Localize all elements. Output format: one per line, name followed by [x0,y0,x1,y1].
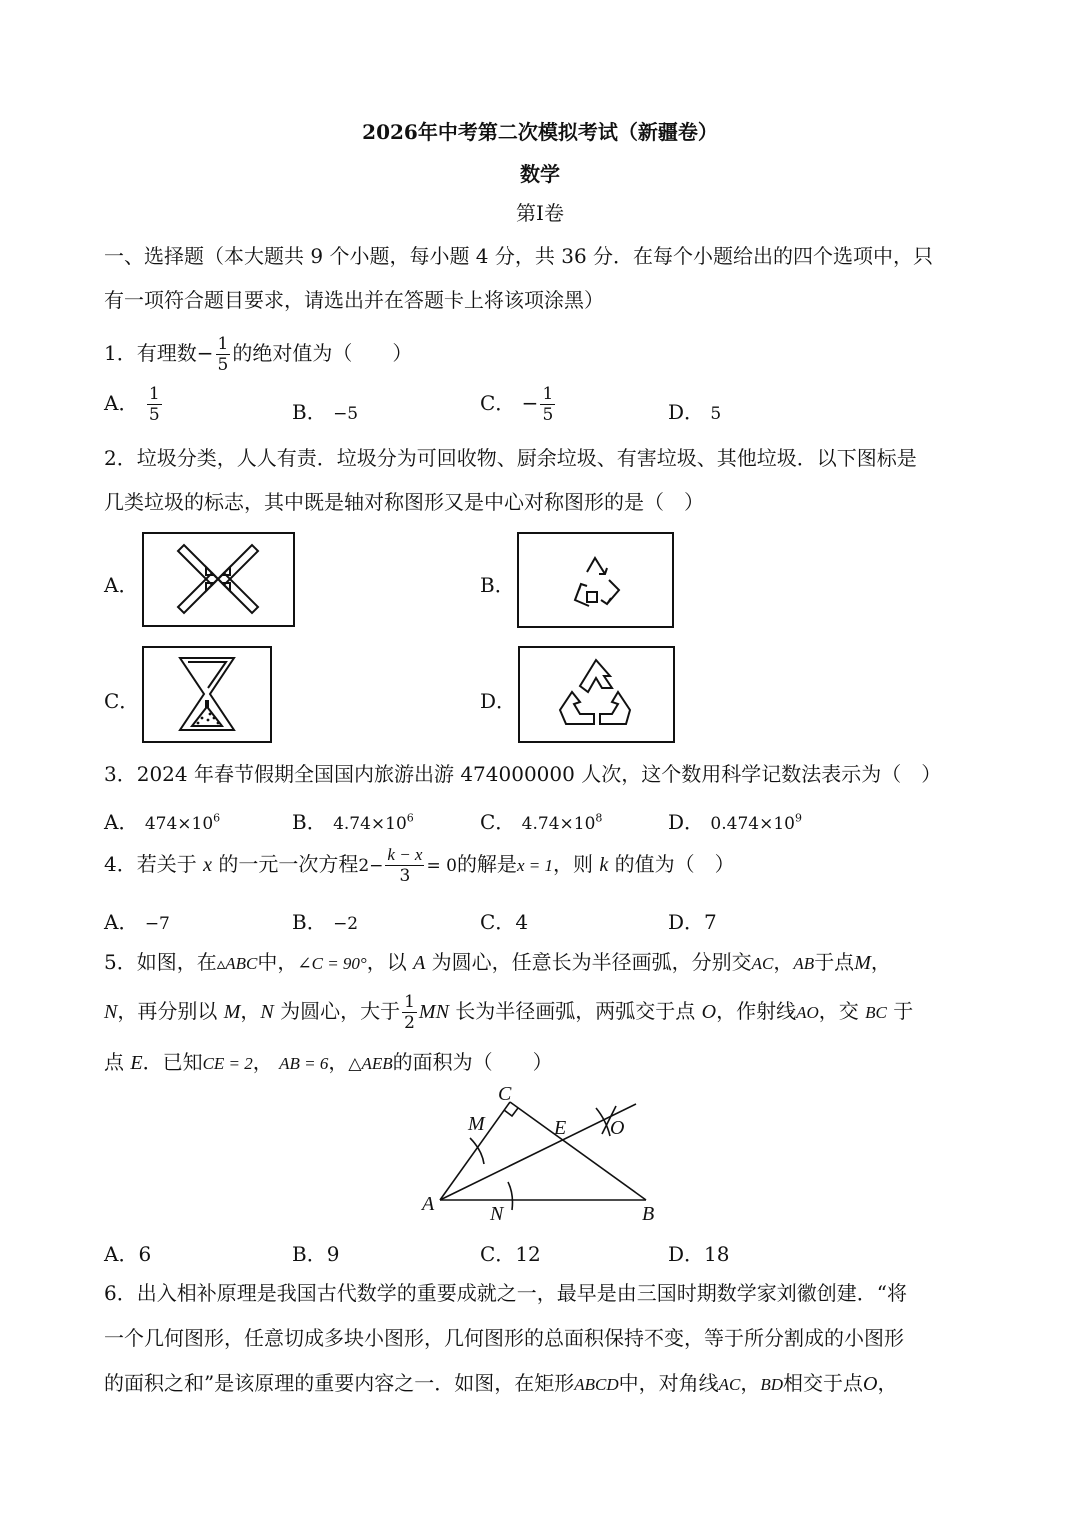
q5-l1-A: A [413,952,426,974]
q5-option-b-label: B． [292,1242,327,1266]
q4-option-a[interactable] [104,906,170,935]
label-M: M [468,1113,485,1135]
q3-option-a-label: A． [104,810,139,834]
q5-l3-c: ， [252,1050,273,1074]
q5-l2-fraction [402,992,417,1033]
question-2-line2: 几类垃圾的标志，其中既是轴对称图形又是中心对称图形的是（ ） [104,490,704,514]
q4-text-mid: 的一元一次方程 [218,852,359,876]
q6-l3-c: ， [740,1371,761,1395]
q4-option-a-label: A． [104,910,139,934]
q1-option-c-label: C． [480,391,516,415]
q4-option-b-label: B． [292,910,327,934]
q1-option-a-fraction [147,384,162,425]
question-6-line1: 6．出入相补原理是我国古代数学的重要成就之一，最早是由三国时期数学家刘徽创建．“将 [104,1281,907,1305]
q5-option-a[interactable] [104,1238,151,1267]
q5-l3-E: E [130,1052,143,1074]
q4-option-d[interactable] [668,906,717,935]
q4-text-end: 的值为（ ） [614,852,735,876]
q3-option-d-base: 0.474×10 [710,814,795,834]
q5-l1-triangle: ▵ABC [216,954,258,973]
q1-option-d-label: D． [668,400,705,424]
q4-option-d-value: 7 [704,910,717,934]
q2-option-b-label[interactable]: B． [480,573,515,597]
label-B: B [642,1203,655,1225]
q5-l1-AC: AC [751,954,774,973]
q6-l3-abcd: ABCD [574,1375,619,1394]
q4-text-post: ，则 [552,852,593,876]
q5-option-b[interactable] [292,1238,339,1267]
q5-l3-a: 点 [104,1050,124,1074]
question-5-line2 [104,992,913,1033]
q5-l1-d: 为圆心，任意长为半径画弧，分别交 [431,950,752,974]
q1-fraction [216,334,231,375]
hazardous-waste-icon [144,648,270,741]
q5-l1-e: 于点 [814,950,855,974]
q1-c-num: 1 [542,384,554,404]
other-recycle-icon [520,648,673,741]
q1-a-num: 1 [148,384,160,404]
q4-option-c-label: C． [480,910,516,934]
question-6-line2: 一个几何图形，任意切成多块小图形，几何图形的总面积保持不变，等于所分割成的小图形 [104,1326,904,1350]
q4-option-c[interactable] [480,906,528,935]
q6-l3-a: 的面积之和”是该原理的重要内容之一．如图，在矩形 [104,1371,575,1395]
q2-option-a-image[interactable] [142,532,295,627]
volume-label: 第Ⅰ卷 [516,201,564,225]
q5-l3-triangle: △AEB [348,1054,393,1073]
arc-n [508,1182,513,1210]
q1-fraction-den: 5 [217,355,229,375]
q3-option-c[interactable] [480,806,602,835]
q1-option-c[interactable] [480,384,557,425]
q5-l2-AO: AO [796,1003,819,1022]
q3-option-d-label: D． [668,810,705,834]
q3-option-c-exp: 8 [595,811,603,825]
q5-option-c[interactable] [480,1238,541,1267]
q5-l2-b: ， [240,999,261,1023]
q4-var-x: x [203,854,212,876]
q5-l2-a: ，再分别以 [117,999,218,1023]
section-instructions-line1: 一、选择题（本大题共 9 个小题，每小题 4 分，共 36 分．在每个小题给出的四个选项中，只 [104,244,934,268]
q1-a-den: 5 [148,405,160,425]
q4-var-k: k [599,854,609,876]
q4-eq-right: = 0 [426,856,457,876]
q5-option-c-value: 12 [515,1242,541,1266]
q1-option-b-label: B． [292,400,327,424]
kitchen-waste-icon [144,534,293,625]
q1-option-a[interactable] [104,384,164,425]
q5-l3-ab: AB = 6 [279,1054,329,1073]
q1-fraction-num: 1 [217,334,229,354]
recycle-icon [519,534,672,626]
q5-l1-f: ， [870,950,891,974]
q5-option-a-value: 6 [138,1242,152,1266]
q5-l2-d: 长为半径画弧，两弧交于点 [455,999,696,1023]
q4-text-pre: 4．若关于 [104,852,197,876]
q1-option-d[interactable] [668,396,721,425]
q5-l3-b: ．已知 [142,1050,203,1074]
q5-l1-a: 5．如图，在 [104,950,217,974]
q6-l3-ac: AC [718,1375,741,1394]
q5-l1-b: 中， [257,950,298,974]
q3-option-a-base: 474×10 [144,814,214,834]
q1-option-c-minus: − [521,391,539,415]
section-instructions-line2: 有一项符合题目要求，请选出并在答题卡上将该项涂黑） [104,288,604,312]
subject-title: 数学 [520,162,560,186]
q5-l2-MN: MN [418,1001,449,1023]
q5-l2-N2: N [260,1001,274,1023]
q2-option-a-label[interactable]: A． [104,573,139,597]
q5-l1-M: M [854,952,871,974]
q5-l2-O: O [701,1001,717,1023]
q1-text-pre: 1．有理数 [104,341,197,365]
q1-option-b-value: −5 [333,404,359,424]
q5-l2-f: ，交 [818,999,859,1023]
q5-option-c-label: C． [480,1242,516,1266]
q5-option-d-label: D． [668,1242,705,1266]
q1-option-a-label: A． [104,391,139,415]
question-4 [104,845,735,886]
q6-l3-d: 相交于点 [783,1371,864,1395]
q5-l3-e: 的面积为（ ） [392,1050,553,1074]
q4-eq-left: 2− [358,856,384,876]
q5-l3-ce: CE = 2 [202,1054,253,1073]
label-N: N [490,1203,504,1225]
q5-l2-N: N [104,1001,118,1023]
q4-solution: x = 1 [516,856,553,875]
q4-eq-den: 3 [399,866,411,886]
exam-title: 2026年中考第二次模拟考试（新疆卷） [362,120,718,144]
q5-option-b-value: 9 [326,1242,340,1266]
q6-l3-b: 中，对角线 [618,1371,719,1395]
q4-option-c-value: 4 [515,910,529,934]
q1-option-d-value: 5 [710,404,722,424]
q5-option-d[interactable] [668,1238,730,1267]
question-5-line3 [104,1050,553,1076]
q3-option-d[interactable] [668,806,802,835]
q5-triangle-figure [410,1078,655,1228]
label-A: A [422,1193,435,1215]
q1-minus: − [196,341,214,365]
q2-option-b-image[interactable] [517,532,674,628]
q3-option-b[interactable] [292,806,414,835]
q5-l1-c: ，以 [366,950,407,974]
q4-eq-fraction [385,845,424,886]
question-1 [104,334,412,375]
q4-text-mid2: 的解是 [456,852,517,876]
q1-c-den: 5 [542,405,554,425]
q5-l1-comma: ， [773,950,794,974]
q5-l2-c: 为圆心，大于 [280,999,401,1023]
q5-l2-num: 1 [404,992,415,1012]
q2-option-d-image[interactable] [518,646,675,743]
q5-l3-d: ， [328,1050,349,1074]
segment-cb [510,1102,646,1200]
q2-option-c-label[interactable]: C． [104,689,140,713]
q6-l3-o: O [863,1373,878,1395]
right-angle-mark [504,1108,518,1116]
q3-option-b-label: B． [292,810,327,834]
label-O: O [610,1117,625,1139]
question-2-line1: 2．垃圾分类，人人有责．垃圾分为可回收物、厨余垃圾、有害垃圾、其他垃圾．以下图标是 [104,446,917,470]
q3-option-a[interactable] [104,806,220,835]
q5-l2-M: M [223,1001,241,1023]
q5-l1-AB: AB [793,954,815,973]
q2-option-d-label[interactable]: D． [480,689,517,713]
question-5-line1 [104,950,891,976]
q1-text-post: 的绝对值为（ ） [232,341,413,365]
q4-option-a-value: −7 [144,914,170,934]
q1-option-b[interactable] [292,396,358,425]
label-C: C [498,1083,512,1105]
q5-option-d-value: 18 [704,1242,730,1266]
label-E: E [554,1117,567,1139]
q3-option-b-exp: 6 [406,811,414,825]
q5-l2-den: 2 [404,1013,415,1033]
q4-option-d-label: D． [668,910,705,934]
q2-option-c-image[interactable] [142,646,272,743]
q3-option-c-label: C． [480,810,516,834]
q5-l2-g: 于 [893,999,914,1023]
question-6-line3 [104,1371,897,1397]
q4-option-b[interactable] [292,906,358,935]
q4-eq-num: k − x [387,845,423,864]
q5-option-a-label: A． [104,1242,139,1266]
q3-option-a-exp: 6 [213,811,221,825]
q5-l2-e: ，作射线 [716,999,797,1023]
q6-l3-bd: BD [760,1375,784,1394]
question-3: 3．2024 年春节假期全国国内旅游出游 474000000 人次，这个数用科学记数法表示为（ ） [104,762,942,786]
q1-option-c-fraction [540,384,555,425]
q6-l3-e: ， [877,1371,898,1395]
q3-option-d-exp: 9 [794,811,802,825]
q4-option-b-value: −2 [333,914,359,934]
q5-l2-BC: BC [865,1003,887,1022]
q3-option-c-base: 4.74×10 [521,814,596,834]
q3-option-b-base: 4.74×10 [333,814,407,834]
q5-l1-angle: ∠C = 90° [297,954,367,973]
